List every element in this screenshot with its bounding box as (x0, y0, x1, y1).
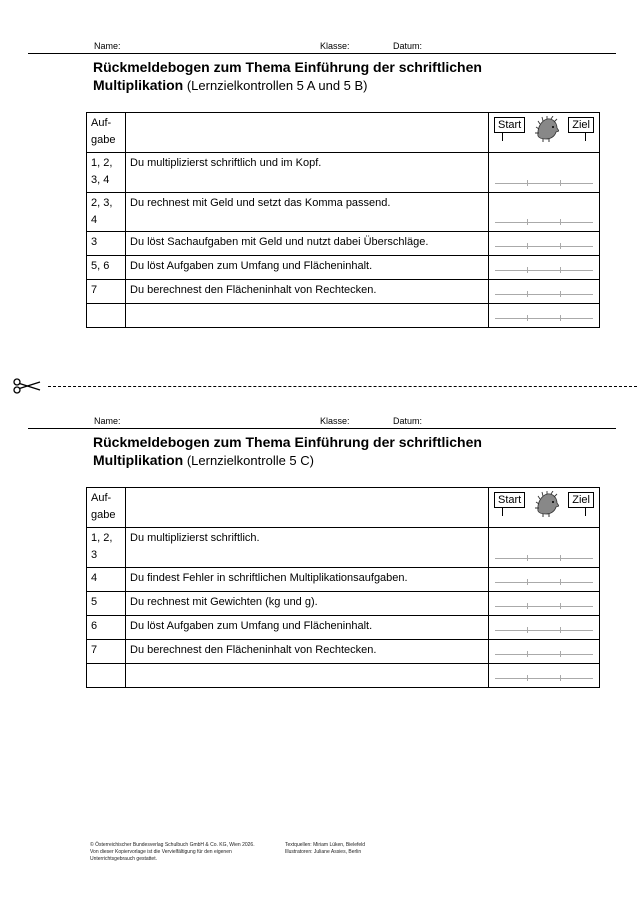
table-row (87, 232, 600, 256)
page-title (93, 58, 613, 95)
task-number: 2, 3, 4 (87, 193, 126, 232)
table-header-row (87, 488, 600, 528)
scale-line (495, 558, 593, 559)
rating-scale[interactable] (495, 315, 593, 321)
table-header-row (87, 113, 600, 153)
start-label: Start (494, 117, 525, 133)
name-label: Name: (94, 41, 121, 51)
ziel-marker (585, 132, 586, 141)
title-line-2: Multiplikation (93, 77, 184, 93)
learning-goal: Du löst Aufgaben zum Umfang und Flächeninhalt. (126, 256, 489, 280)
rating-scale[interactable] (495, 603, 593, 609)
scale-tick (527, 675, 528, 681)
table-row (87, 153, 600, 193)
scale-tick (527, 291, 528, 297)
rating-scale[interactable] (495, 579, 593, 585)
header-rule (28, 428, 616, 429)
scale-tick (527, 555, 528, 561)
footer-line: Von dieser Kopiervorlage ist die Vervielfältigung für den eigenen (90, 849, 232, 855)
scissors-icon (12, 378, 42, 394)
rating-scale[interactable] (495, 180, 593, 186)
scale-tick (527, 243, 528, 249)
scale-line (495, 630, 593, 631)
dashed-line (48, 386, 637, 387)
rating-scale[interactable] (495, 675, 593, 681)
rating-cell[interactable] (489, 616, 600, 640)
title-line-1: Rückmeldebogen zum Thema Einführung der schriftlichen (93, 59, 482, 75)
klasse-label: Klasse: (320, 416, 350, 426)
scale-tick (527, 603, 528, 609)
scale-line (495, 582, 593, 583)
title-line-1: Rückmeldebogen zum Thema Einführung der schriftlichen (93, 434, 482, 450)
scale-tick (560, 315, 561, 321)
task-number: 7 (87, 640, 126, 664)
scale-tick (560, 291, 561, 297)
footer-line: Textquellen: Miriam Lüken, Bielefeld (285, 842, 366, 848)
task-number: 7 (87, 280, 126, 304)
task-number (87, 664, 126, 688)
footer-line: Illustratoren: Juliane Assies, Berlin (285, 849, 362, 855)
ziel-label: Ziel (568, 117, 594, 133)
scale-line (495, 222, 593, 223)
rating-scale[interactable] (495, 627, 593, 633)
scale-tick (560, 675, 561, 681)
scale-line (495, 294, 593, 295)
start-label: Start (494, 492, 525, 508)
feedback-table (86, 487, 600, 688)
footer-copyright (90, 842, 255, 863)
rating-column-header (489, 488, 600, 528)
scale-tick (527, 219, 528, 225)
table-row (87, 592, 600, 616)
scale-tick (527, 267, 528, 273)
title-subtitle: (Lernzielkontrollen 5 A und 5 B) (183, 78, 368, 93)
scale-tick (560, 180, 561, 186)
title-line-2: Multiplikation (93, 452, 184, 468)
table-row (87, 664, 600, 688)
scale-tick (560, 603, 561, 609)
table-row (87, 528, 600, 568)
table-row (87, 304, 600, 328)
rating-cell[interactable] (489, 280, 600, 304)
rating-cell[interactable] (489, 256, 600, 280)
scale-tick (527, 180, 528, 186)
scale-tick (560, 243, 561, 249)
rating-cell[interactable] (489, 568, 600, 592)
scale-tick (560, 627, 561, 633)
rating-cell[interactable] (489, 592, 600, 616)
scale-line (495, 606, 593, 607)
task-number: 3 (87, 232, 126, 256)
description-column-header (126, 488, 489, 528)
footer-line: Unterrichtsgebrauch gestattet. (90, 856, 157, 862)
rating-cell[interactable] (489, 528, 600, 568)
table-row (87, 616, 600, 640)
task-number: 5, 6 (87, 256, 126, 280)
rating-scale[interactable] (495, 243, 593, 249)
task-number: 1, 2, 3, 4 (87, 153, 126, 193)
rating-scale[interactable] (495, 651, 593, 657)
task-column-header: Auf- gabe (87, 488, 126, 528)
learning-goal: Du berechnest den Flächeninhalt von Rechtecken. (126, 640, 489, 664)
scale-tick (560, 219, 561, 225)
cut-line (12, 376, 637, 396)
task-column-header: Auf- gabe (87, 113, 126, 153)
header-rule (28, 53, 616, 54)
learning-goal: Du berechnest den Flächeninhalt von Rechtecken. (126, 280, 489, 304)
table-row (87, 568, 600, 592)
scale-tick (560, 555, 561, 561)
scale-line (495, 678, 593, 679)
rating-scale[interactable] (495, 291, 593, 297)
ziel-label: Ziel (568, 492, 594, 508)
task-number: 4 (87, 568, 126, 592)
start-marker (502, 132, 503, 141)
footer-line: © Österreichischer Bundesverlag Schulbuch GmbH & Co. KG, Wien 2026. (90, 842, 255, 848)
scale-line (495, 246, 593, 247)
start-marker (502, 507, 503, 516)
scale-tick (527, 315, 528, 321)
scale-tick (560, 579, 561, 585)
feedback-table (86, 112, 600, 328)
scale-line (495, 183, 593, 184)
datum-label: Datum: (393, 416, 423, 426)
hedgehog-icon (535, 116, 559, 142)
scale-line (495, 654, 593, 655)
rating-cell[interactable] (489, 232, 600, 256)
scale-tick (560, 267, 561, 273)
learning-goal (126, 664, 489, 688)
learning-goal (126, 304, 489, 328)
learning-goal: Du findest Fehler in schriftlichen Multiplikationsaufgaben. (126, 568, 489, 592)
klasse-label: Klasse: (320, 41, 350, 51)
learning-goal: Du multiplizierst schriftlich und im Kopf. (126, 153, 489, 193)
scale-tick (560, 651, 561, 657)
learning-goal: Du rechnest mit Geld und setzt das Komma passend. (126, 193, 489, 232)
ziel-marker (585, 507, 586, 516)
rating-column-header (489, 113, 600, 153)
rating-cell[interactable] (489, 664, 600, 688)
task-number: 5 (87, 592, 126, 616)
table-row (87, 640, 600, 664)
rating-cell[interactable] (489, 153, 600, 193)
scale-line (495, 318, 593, 319)
footer-credits (285, 842, 365, 856)
rating-scale[interactable] (495, 555, 593, 561)
table-row (87, 256, 600, 280)
task-number: 1, 2, 3 (87, 528, 126, 568)
learning-goal: Du löst Sachaufgaben mit Geld und nutzt dabei Überschläge. (126, 232, 489, 256)
hedgehog-icon (535, 491, 559, 517)
rating-cell[interactable] (489, 640, 600, 664)
task-number: 6 (87, 616, 126, 640)
task-number (87, 304, 126, 328)
description-column-header (126, 113, 489, 153)
name-label: Name: (94, 416, 121, 426)
rating-scale[interactable] (495, 219, 593, 225)
scale-tick (527, 627, 528, 633)
datum-label: Datum: (393, 41, 423, 51)
page-title (93, 433, 613, 470)
scale-tick (527, 651, 528, 657)
title-subtitle: (Lernzielkontrolle 5 C) (183, 453, 314, 468)
rating-cell[interactable] (489, 304, 600, 328)
learning-goal: Du löst Aufgaben zum Umfang und Flächeninhalt. (126, 616, 489, 640)
rating-cell[interactable] (489, 193, 600, 232)
learning-goal: Du rechnest mit Gewichten (kg und g). (126, 592, 489, 616)
table-row (87, 280, 600, 304)
scale-line (495, 270, 593, 271)
learning-goal: Du multiplizierst schriftlich. (126, 528, 489, 568)
rating-scale[interactable] (495, 267, 593, 273)
table-row (87, 193, 600, 232)
scale-tick (527, 579, 528, 585)
